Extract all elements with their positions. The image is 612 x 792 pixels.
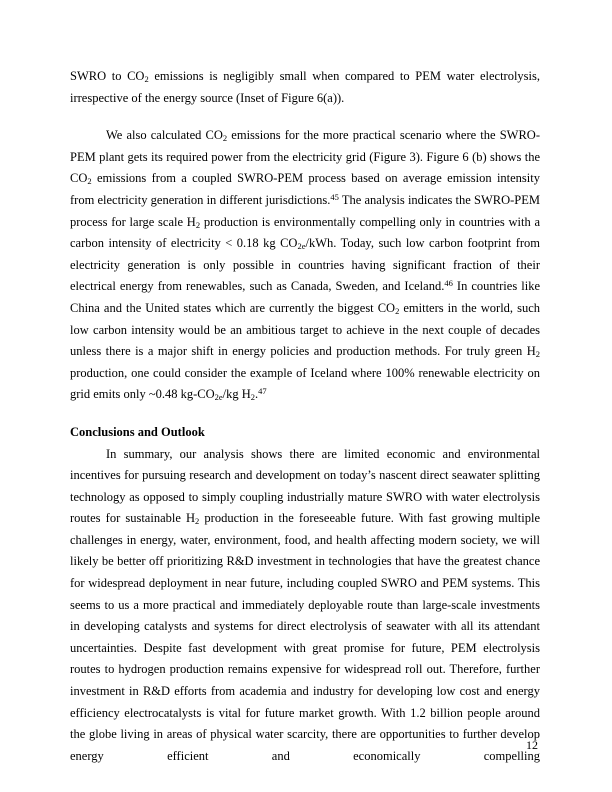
body-paragraph-1: SWRO to $CO_2$ emissions is negligibly small when compared to PEM water electrolysis, irrespective of the energy source (Inset of Figure 6(a)). xyxy=(70,69,541,105)
body-paragraph-3: In summary, our analysis shows there are limited economic and environmental incentives for pursuing research and development on today’s nascent direct seawater splitting technology as opposed to simply coupling industrially mature SWRO with water electrolysis routes for sustainable $H_2$ production in the foreseeable future. With fast growing multiple challenges in energy, water, environment, food, and health affecting modern society, we will likely be better off prioritizing R&D investment in technologies that have the greatest chance for widespread deployment in near future, including coupled SWRO and PEM systems. This seems to us a more practical and immediately deployable route than large-scale investments in developing catalysts and systems for direct electrolysis of seawater with all its attendant uncertainties. Despite fast development with great promise for future, PEM electrolysis routes to hydrogen production remains expensive for widespread roll out. Therefore, further investment in R&D efforts from academia and industry for developing low cost and energy efficiency electrocatalysts is vital for future market growth. With 1.2 billion people around the globe living in areas of physical water scarcity, there are opportunities to further develop energy efficient and economically compelling xyxy=(70,446,540,763)
section-heading: Conclusions and Outlook xyxy=(70,424,205,439)
body-paragraph-2: We also calculated $CO_2$ emissions for the more practical scenario where the SWRO-PEM plant gets its required power from the electricity grid (Figure 3). Figure 6 (b) shows the $CO_2$ emissions from a coupled SWRO-PEM process based on average emission intensity from electricity generation in different jurisdictions.$^{45}$ The analysis indicates the SWRO-PEM process for large scale $H_2$ production is environmentally compelling only in countries with a carbon intensity of electricity < 0.18 kg $CO_{2e}$/kWh. Today, such low carbon footprint from electricity generation is only possible in countries having significant fraction of their electrical energy from renewables, such as Canada, Sweden, and Iceland.$^{46}$ In countries like China and the United states which are currently the biggest $CO_2$ emitters in the world, such low carbon intensity would be an ambitious target to achieve in the next couple of decades unless there is a major shift in energy policies and production methods. For truly green $H_2$ production, one could consider the example of Iceland where 100% renewable electricity on grid emits only ~0.48 $kg-CO_{2e}/kg$ $H_2.^{47}$ xyxy=(70,128,541,403)
page-number: 12 xyxy=(526,738,538,752)
